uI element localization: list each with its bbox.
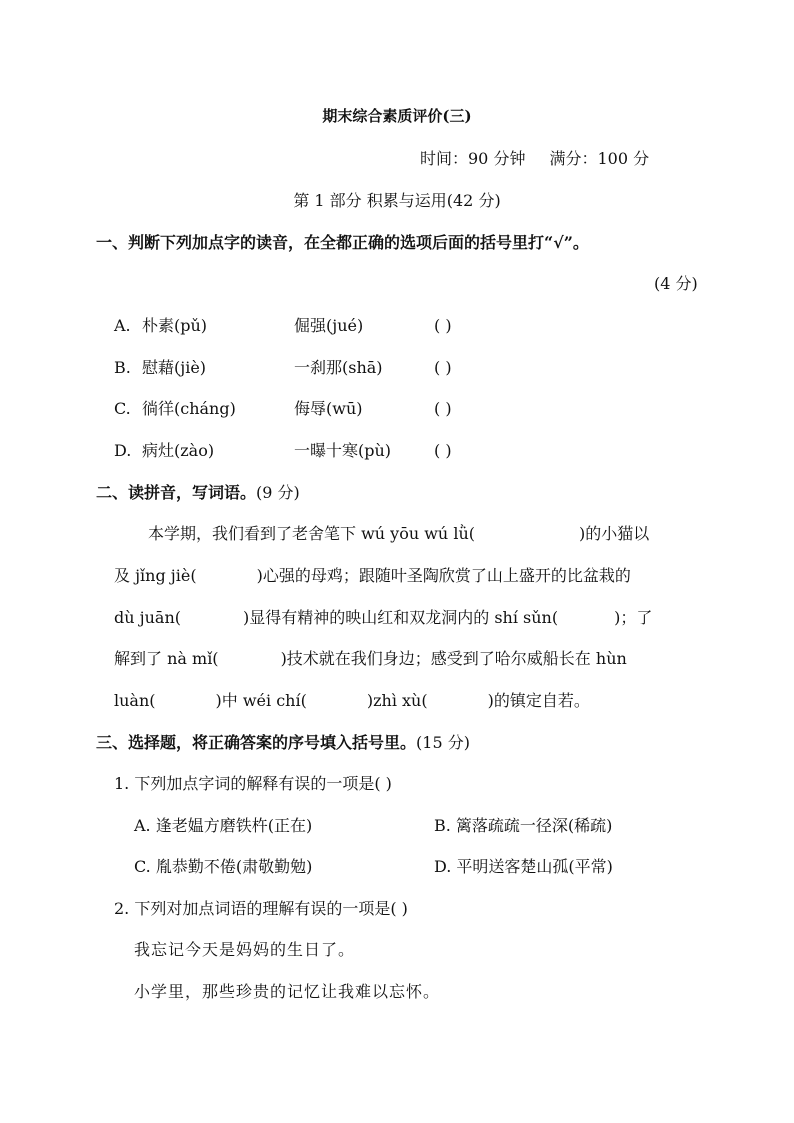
option-d-answer-blank[interactable]: ( ) [434,441,452,460]
full-score: 满分：100 分 [549,149,650,168]
option-d-label: D. [114,441,132,460]
pinyin-line-5: luàn( )中 wéi chí( )zhì xù( )的镇定自若。 [114,691,590,710]
section-3-heading [96,735,470,751]
option-d-word-2: 一曝十寒(pù) [294,441,392,460]
option-d-word-1: 病灶(zào) [142,441,215,460]
question-1-option-a: A. 逢老媪方磨铁杵(正在) [134,816,313,835]
question-2-stem: 2. 下列对加点词语的理解有误的一项是( ) [114,899,408,918]
pinyin-line-3: dù juān( )显得有精神的映山红和双龙洞内的 shí sǔn( )；了 [114,608,653,627]
question-2-sentence-2: 小学里，那些珍贵的记忆让我难以忘怀。 [134,982,441,1001]
pinyin-line-4: 解到了 nà mǐ( )技术就在我们身边；感受到了哈尔威船长在 hùn [114,649,627,668]
question-1-option-d: D. 平明送客楚山孤(平常) [434,857,613,876]
option-b-answer-blank[interactable]: ( ) [434,358,452,377]
section-1-heading: 一、判断下列加点字的读音，在全都正确的选项后面的括号里打“√”。 [96,233,589,252]
question-2-sentence-1: 我忘记今天是妈妈的生日了。 [134,940,356,959]
pinyin-line-1: 本学期，我们看到了老舍笔下 wú yōu wú lǜ( )的小猫以 [148,524,650,543]
question-1-stem: 1. 下列加点字词的解释有误的一项是( ) [114,774,392,793]
option-a-answer-blank[interactable]: ( ) [434,316,452,335]
option-c-answer-blank[interactable]: ( ) [434,399,452,418]
option-c-label: C. [114,399,131,418]
section-2-score: (9 分) [256,483,300,502]
option-c-word-2: 侮辱(wū) [294,399,363,418]
option-a-label: A. [114,316,131,335]
question-1-option-b: B. 篱落疏疏一径深(稀疏) [434,816,613,835]
pinyin-line-2: 及 jǐng jiè( )心强的母鸡；跟随叶圣陶欣赏了山上盛开的比盆栽的 [114,566,631,585]
question-1-option-c: C. 胤恭勤不倦(肃敬勤勉) [134,857,313,876]
option-a-word-2: 倔强(jué) [294,316,364,335]
option-b-label: B. [114,358,131,377]
option-a-word-1: 朴素(pǔ) [142,316,208,335]
section-3-heading-text: 三、选择题，将正确答案的序号填入括号里。 [96,733,417,752]
time-limit: 时间：90 分钟 [420,149,526,168]
section-2-heading [96,485,300,501]
option-b-word-2: 一刹那(shā) [294,358,383,377]
section-2-heading-text: 二、读拼音，写词语。 [96,483,257,502]
section-3-score: (15 分) [416,733,470,752]
section-1-score: (4 分) [654,274,698,293]
part-heading: 第 1 部分 积累与运用(42 分) [293,191,501,210]
exam-meta [420,151,649,167]
option-b-word-1: 慰藉(jiè) [142,358,207,377]
option-c-word-1: 徜徉(cháng) [142,399,236,418]
exam-title: 期末综合素质评价(三) [322,107,472,125]
